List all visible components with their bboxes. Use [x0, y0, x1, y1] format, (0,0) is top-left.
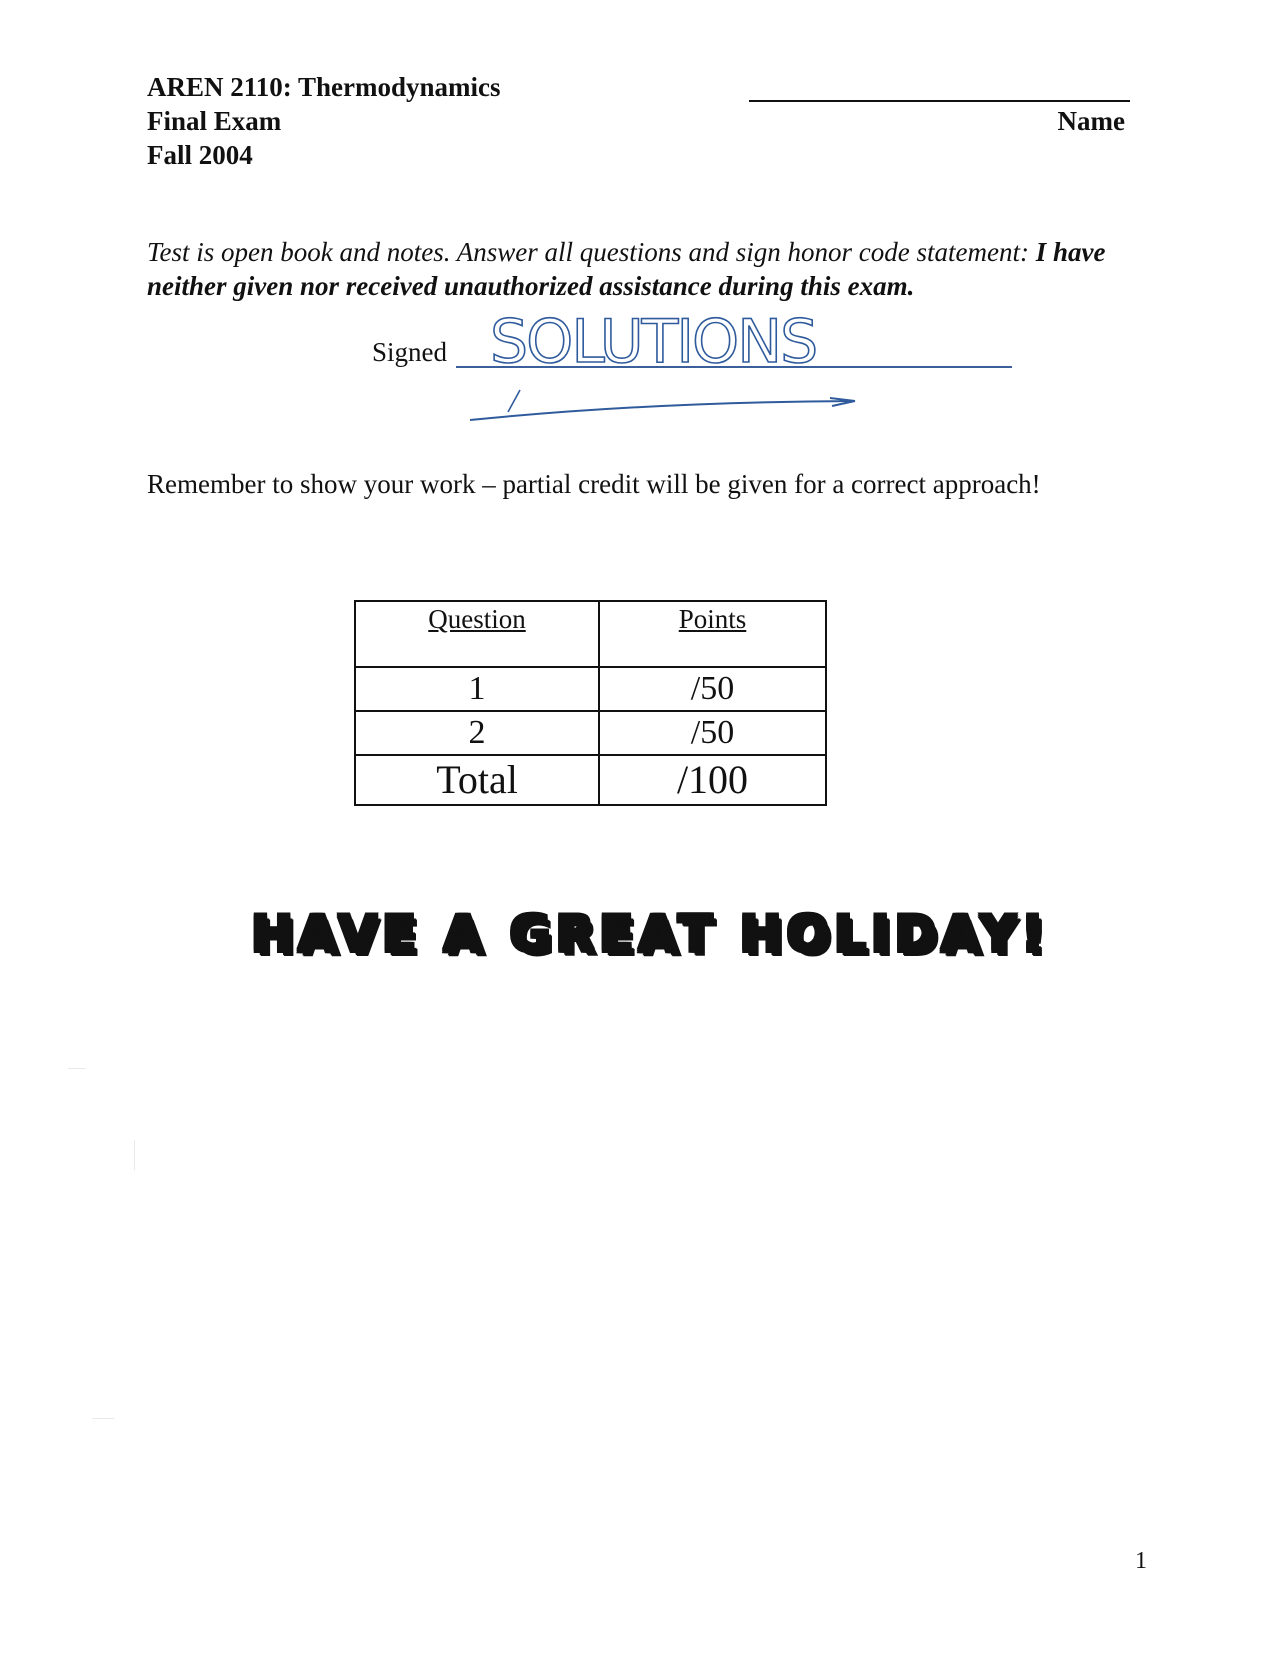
reminder-text: Remember to show your work – partial credit will be given for a correct approach!: [147, 469, 1041, 499]
exam-term: Fall 2004: [147, 140, 253, 170]
table-row: [355, 711, 826, 755]
table-header-row: [355, 601, 826, 667]
score-table: [354, 600, 827, 806]
holiday-banner: [220, 905, 1080, 963]
honor-statement: I have neither given nor received unauthorized assistance during this exam.: [147, 237, 1106, 301]
scan-artifact: [68, 1068, 86, 1069]
header-question: Question: [355, 601, 599, 667]
handwritten-signature: [470, 300, 890, 430]
table-row: [355, 667, 826, 711]
scan-artifact: [134, 1140, 135, 1170]
exam-header: [147, 70, 501, 172]
exam-title: Final Exam: [147, 106, 282, 136]
underline-arrow: [470, 398, 855, 420]
header-points: Points: [599, 601, 826, 667]
name-field-line[interactable]: [749, 100, 1130, 102]
points-cell: /50: [599, 711, 826, 755]
name-label: Name: [1057, 106, 1125, 136]
instructions-text: Test is open book and notes. Answer all questions and sign honor code statement:: [147, 237, 1036, 267]
scan-artifact: [92, 1418, 114, 1419]
table-row-total: [355, 755, 826, 805]
signed-label: Signed: [372, 337, 448, 367]
course-title: AREN 2110: Thermodynamics: [147, 72, 501, 102]
points-cell: /50: [599, 667, 826, 711]
question-cell: 2: [355, 711, 599, 755]
holiday-banner-text: HAVE A GREAT HOLIDAY!: [251, 905, 1049, 963]
instructions: [147, 235, 1137, 303]
question-cell: 1: [355, 667, 599, 711]
total-points-cell: /100: [599, 755, 826, 805]
total-label-cell: Total: [355, 755, 599, 805]
signature-handwriting: SOLUTIONS: [490, 307, 817, 377]
page-number: 1: [1135, 1548, 1147, 1574]
